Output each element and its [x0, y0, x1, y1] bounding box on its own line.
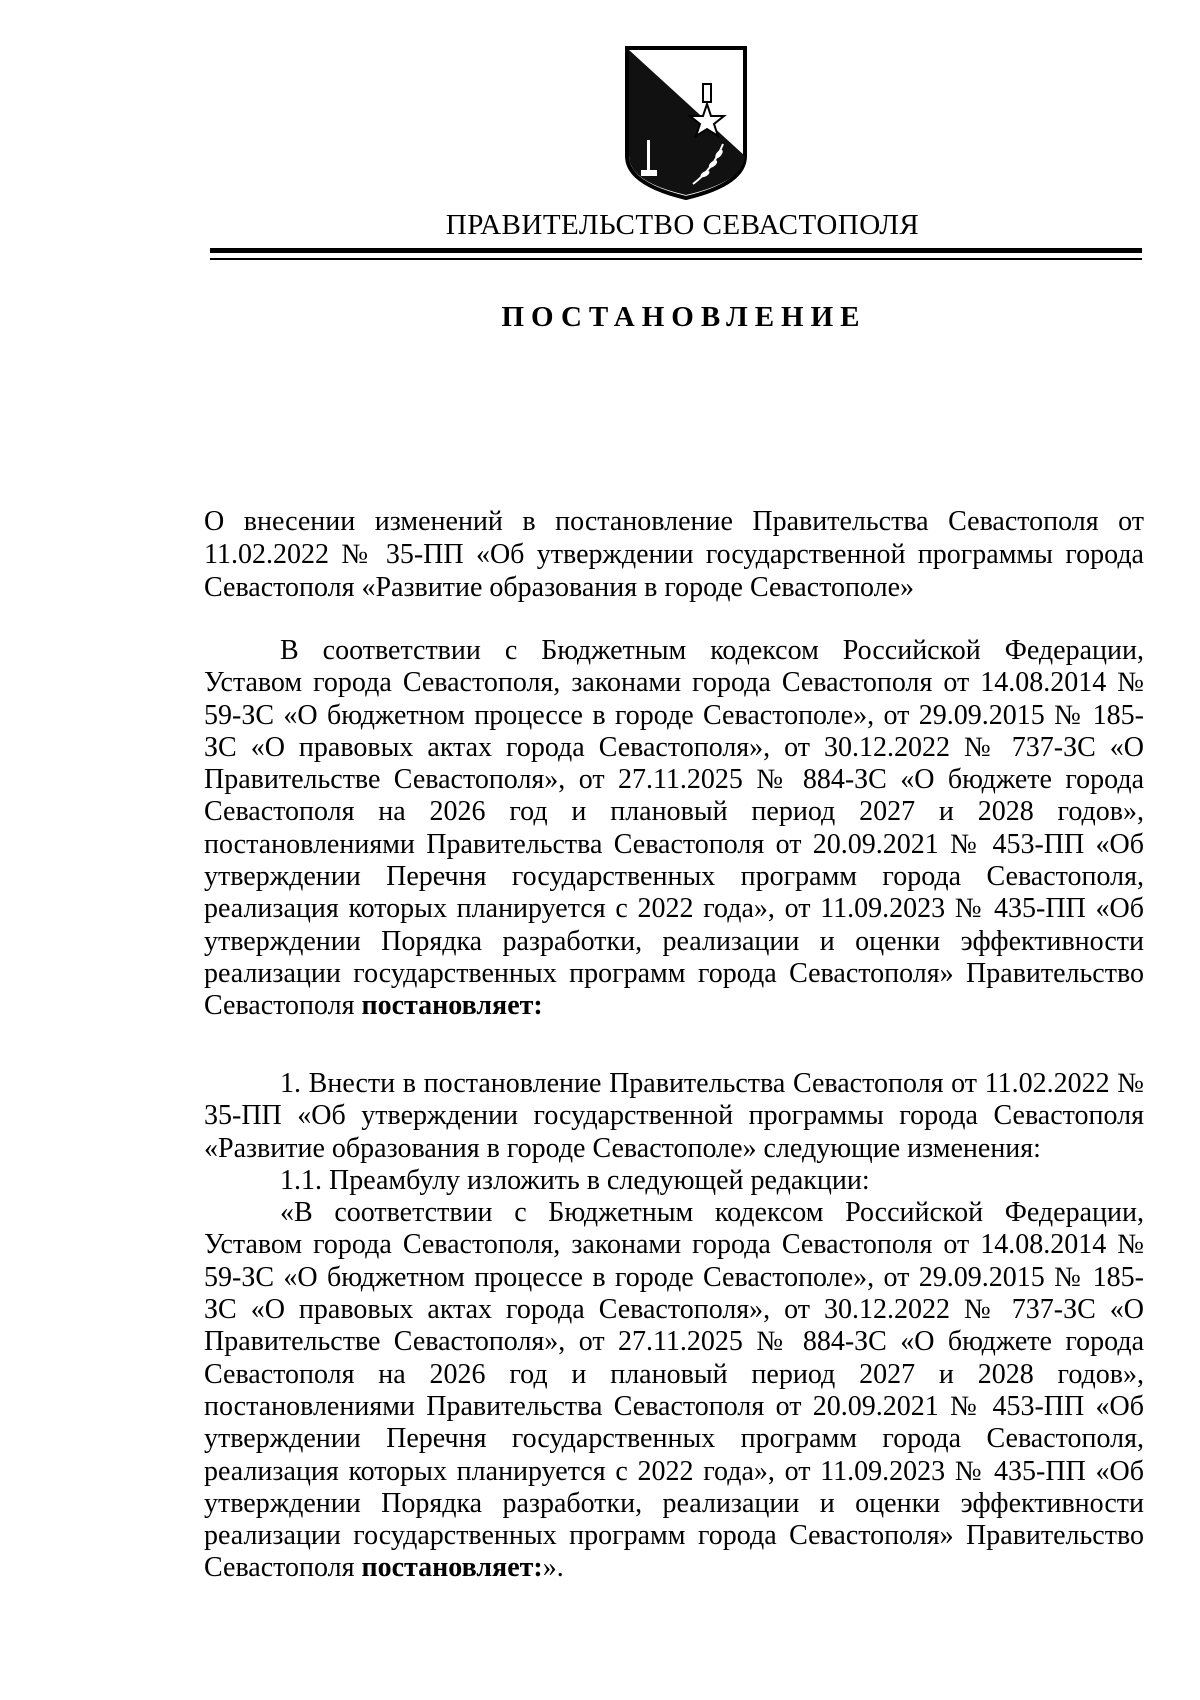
sevastopol-coat-of-arms-icon	[623, 44, 749, 200]
preamble-text: В соответствии с Бюджетным кодексом Российской Федерации, Уставом города Севастополя, законами города Севастополя от 14.08.2014 № 59-ЗС «О бюджетном процессе в городе Севастополе», от 29.09.2015 № 185-ЗС «О правовых актах города Севастополя», от 30.12.2022 № 737-ЗС «О Правительстве Севастополя», от 27.11.2025 № 884-ЗС «О бюджете города Севастополя на 2026 год и плановый период 2027 и 2028 годов», постановлениями Правительства Севастополя от 20.09.2021 № 453-ПП «Об утверждении Перечня государственных программ города Севастополя, реализация которых планируется с 2022 года», от 11.09.2023 № 435-ПП «Об утверждении Порядка разработки, реализации и оценки эффективности реализации государственных программ города Севастополя» Правительство Севастополя	[204, 635, 1144, 1022]
header-rule-thin	[210, 258, 1142, 260]
new-preamble-text: «В соответствии с Бюджетным кодексом Российской Федерации, Уставом города Севастополя, законами города Севастополя от 14.08.2014 № 59-ЗС «О бюджетном процессе в городе Севастополе», от 29.09.2015 № 185-ЗС «О правовых актах города Севастополя», от 30.12.2022 № 737-ЗС «О Правительстве Севастополя», от 27.11.2025 № 884-ЗС «О бюджете города Севастополя на 2026 год и плановый период 2027 и 2028 годов», постановлениями Правительства Севастополя от 20.09.2021 № 453-ПП «Об утверждении Перечня государственных программ города Севастополя, реализация которых планируется с 2022 года», от 11.09.2023 № 435-ПП «Об утверждении Порядка разработки, реализации и оценки эффективности реализации государственных программ города Севастополя» Правительство Севастополя	[204, 1197, 1144, 1584]
government-name: ПРАВИТЕЛЬСТВО СЕВАСТОПОЛЯ	[445, 209, 920, 241]
amendments	[204, 1068, 1144, 1585]
new-preamble-end: ».	[542, 1552, 564, 1584]
new-preamble-decree: постановляет:	[361, 1552, 543, 1584]
preamble	[204, 635, 1144, 1023]
new-preamble-paragraph	[204, 1197, 1144, 1585]
document-type: ПОСТАНОВЛЕНИЕ	[501, 301, 867, 333]
header-rule-thick	[210, 248, 1142, 253]
document-subject: О внесении изменений в постановление Правительства Севастополя от 11.02.2022 № 35-ПП «Об утверждении государственной программы города Севастополя «Развитие образования в городе Севастополе»	[204, 506, 1144, 603]
preamble-paragraph	[204, 635, 1144, 1023]
preamble-decree: постановляет:	[361, 990, 543, 1022]
item-1-1: 1.1. Преамбулу изложить в следующей редакции:	[280, 1164, 870, 1196]
item-1: 1. Внести в постановление Правительства Севастополя от 11.02.2022 № 35-ПП «Об утверждении государственной программы города Севастополя «Развитие образования в городе Севастополе» следующие изменения:	[204, 1068, 1144, 1164]
